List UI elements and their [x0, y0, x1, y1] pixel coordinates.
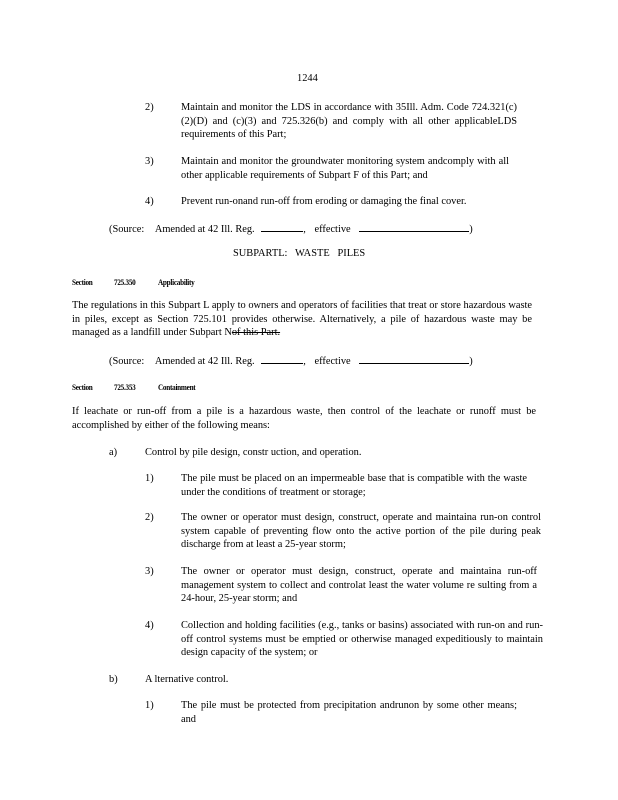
source-prefix: (Source:	[109, 356, 145, 367]
source-note: (Source: Amended at 42 Ill. Reg. , effective )	[109, 221, 473, 237]
item-text: Collection and holding facilities (e.g., tanks or basins) associated with run-on and run-off control systems must be emptied or otherwise managed expeditiously to maintain design capacity of the system; or	[181, 620, 543, 659]
item-number: 4)	[145, 196, 154, 207]
paragraph-applicability	[72, 299, 532, 340]
effective-date-blank	[359, 221, 469, 232]
item-number: 3)	[145, 156, 154, 167]
section-label: Section	[72, 383, 93, 392]
item-text: A lternative control.	[145, 674, 229, 685]
paragraph-text: The regulations in this Subpart L apply to owners and operators of facilities that treat or store hazardous waste in piles, except as Section 725.101 provides otherwise. Alternatively, a pile of hazardous waste may be managed as a landfill under Subpart N	[72, 300, 532, 339]
source-amended: Amended at 42 Ill. Reg.	[154, 356, 255, 367]
page-number: 1244	[297, 73, 318, 84]
register-blank	[261, 353, 303, 364]
item-text: Prevent run-onand run-off from eroding or damaging the final cover.	[181, 196, 467, 207]
item-text: Maintain and monitor the LDS in accordance with 35Ill. Adm. Code 724.321(c)(2)(D) and (c)(3) and 725.326(b) and comply with all other applicableLDS requirements of this Part;	[181, 102, 517, 141]
source-prefix: (Source:	[109, 224, 145, 235]
item-letter: b)	[109, 674, 118, 685]
item-number: 2)	[145, 102, 154, 113]
item-number: 1)	[145, 700, 154, 711]
item-text: The pile must be placed on an impermeable base that is compatible with the waste under the conditions of treatment or storage;	[181, 473, 527, 498]
section-number: 725.350	[114, 278, 136, 287]
source-effective: effective	[314, 224, 351, 235]
item-text: Control by pile design, constr uction, and operation.	[145, 447, 362, 458]
source-close: )	[469, 224, 473, 235]
item-text: Maintain and monitor the groundwater monitoring system andcomply with all other applicable requirements of Subpart F of this Part; and	[181, 156, 509, 181]
source-close: )	[469, 356, 473, 367]
register-blank	[261, 221, 303, 232]
effective-date-blank	[359, 353, 469, 364]
item-text: The owner or operator must design, construct, operate and maintaina run-on control system capable of preventing flow onto the active portion of the pile during peak discharge from at least a 25-year storm;	[181, 512, 541, 551]
item-number: 3)	[145, 566, 154, 577]
item-number: 1)	[145, 473, 154, 484]
source-amended: Amended at 42 Ill. Reg.	[154, 224, 255, 235]
item-number: 2)	[145, 512, 154, 523]
item-text: The owner or operator must design, construct, operate and maintaina run-off management system to collect and controlat least the water volume re sulting from a 24-hour, 25-year storm; and	[181, 566, 537, 605]
item-letter: a)	[109, 447, 118, 458]
item-number: 4)	[145, 620, 154, 631]
source-note: (Source: Amended at 42 Ill. Reg. , effective )	[109, 353, 473, 369]
section-number: 725.353	[114, 383, 136, 392]
paragraph-containment: If leachate or run-off from a pile is a hazardous waste, then control of the leachate or runoff must be accomplished by either of the following means:	[72, 406, 536, 431]
section-title: Containment	[158, 383, 196, 392]
section-title: Applicability	[158, 278, 195, 287]
struck-text: of this Part.	[231, 327, 281, 339]
source-effective: effective	[314, 356, 351, 367]
item-text: The pile must be protected from precipitation andrunon by some other means; and	[181, 700, 517, 725]
section-label: Section	[72, 278, 93, 287]
subpart-title: SUBPARTL: WASTE PILES	[233, 248, 366, 259]
